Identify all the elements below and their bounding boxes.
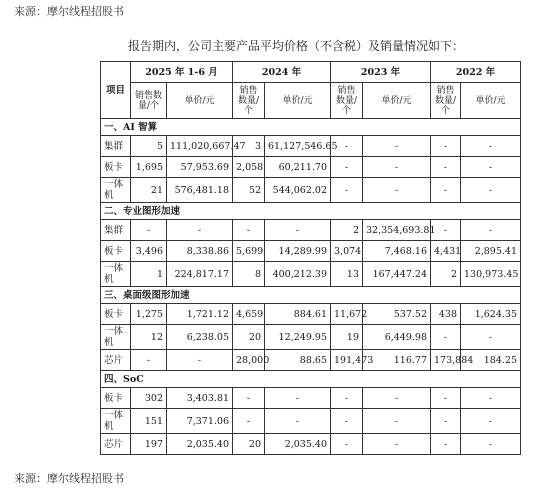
source-caption-top: 来源：摩尔线程招股书 (14, 5, 124, 18)
section-title: 二、专业图形加速 (101, 203, 521, 220)
section-row (101, 371, 521, 388)
qty-cell: 173,884 (431, 350, 461, 371)
price-cell: - (461, 178, 521, 203)
row-label: 集群 (101, 136, 131, 157)
qty-cell: 2 (431, 262, 461, 287)
qty-cell: - (331, 434, 363, 455)
qty-cell: 8 (233, 262, 265, 287)
row-label: 板卡 (101, 388, 131, 409)
price-cell: 537.52 (363, 304, 431, 325)
table-row (101, 262, 521, 287)
qty-cell: 5 (131, 136, 167, 157)
table-row (101, 409, 521, 434)
table-row (101, 304, 521, 325)
qty-cell: 11,672 (331, 304, 363, 325)
table-row (101, 325, 521, 350)
qty-cell: 52 (233, 178, 265, 203)
qty-cell: - (131, 350, 167, 371)
qty-cell: 302 (131, 388, 167, 409)
row-label: 芯片 (101, 434, 131, 455)
qty-cell: 19 (331, 325, 363, 350)
price-cell: - (461, 136, 521, 157)
section-row (101, 119, 521, 136)
row-label: 一体机 (101, 325, 131, 350)
table-row (101, 388, 521, 409)
table-row (101, 434, 521, 455)
table-row (101, 220, 521, 241)
qty-cell: - (431, 325, 461, 350)
row-label: 板卡 (101, 157, 131, 178)
section-row (101, 287, 521, 304)
qty-cell: 28,000 (233, 350, 265, 371)
qty-cell: 3,496 (131, 241, 167, 262)
row-label: 一体机 (101, 409, 131, 434)
price-cell: 2,895.41 (461, 241, 521, 262)
table-row (101, 241, 521, 262)
price-cell: 88.65 (265, 350, 331, 371)
price-cell: 57,953.69 (167, 157, 233, 178)
price-cell: 576,481.18 (167, 178, 233, 203)
price-cell: 544,062.02 (265, 178, 331, 203)
price-cell: 184.25 (461, 350, 521, 371)
qty-cell: 13 (331, 262, 363, 287)
price-cell: 2,035.40 (265, 434, 331, 455)
price-header: 单价/元 (167, 83, 233, 119)
qty-cell: 20 (233, 325, 265, 350)
qty-cell: 12 (131, 325, 167, 350)
price-cell: 12,249.95 (265, 325, 331, 350)
qty-cell: - (431, 388, 461, 409)
price-cell: 7,371.06 (167, 409, 233, 434)
price-cell: - (167, 350, 233, 371)
price-cell: - (461, 157, 521, 178)
row-label: 板卡 (101, 241, 131, 262)
qty-cell: - (431, 178, 461, 203)
qty-cell: 3 (233, 136, 265, 157)
price-header: 单价/元 (363, 83, 431, 119)
price-cell: 6,238.05 (167, 325, 233, 350)
price-cell: - (363, 157, 431, 178)
qty-cell: 191,473 (331, 350, 363, 371)
price-cell: 1,721.12 (167, 304, 233, 325)
qty-cell: 1,275 (131, 304, 167, 325)
price-cell: - (265, 409, 331, 434)
qty-cell: 197 (131, 434, 167, 455)
period-header: 2024 年 (233, 62, 331, 83)
price-cell: 32,354,693.81 (363, 220, 431, 241)
price-cell: - (363, 136, 431, 157)
row-label: 一体机 (101, 178, 131, 203)
item-header: 项目 (101, 62, 131, 119)
header-row-periods (101, 62, 521, 83)
qty-cell: - (331, 178, 363, 203)
price-cell: 1,624.35 (461, 304, 521, 325)
price-cell: - (461, 325, 521, 350)
qty-cell: - (331, 136, 363, 157)
price-cell: 167,447.24 (363, 262, 431, 287)
price-cell: 8,338.86 (167, 241, 233, 262)
period-header: 2023 年 (331, 62, 431, 83)
row-label: 板卡 (101, 304, 131, 325)
qty-cell: 4,659 (233, 304, 265, 325)
price-cell: 14,289.99 (265, 241, 331, 262)
price-cell: - (167, 220, 233, 241)
qty-header: 销售数量/个 (233, 83, 265, 119)
table-row (101, 350, 521, 371)
price-cell: - (363, 409, 431, 434)
row-label: 集群 (101, 220, 131, 241)
section-row (101, 203, 521, 220)
section-title: 一、AI 智算 (101, 119, 521, 136)
period-header: 2022 年 (431, 62, 521, 83)
price-cell: 884.61 (265, 304, 331, 325)
price-cell: - (461, 409, 521, 434)
qty-cell: - (233, 388, 265, 409)
qty-cell: - (233, 220, 265, 241)
qty-cell: 20 (233, 434, 265, 455)
qty-cell: 1 (131, 262, 167, 287)
price-cell: 224,817.17 (167, 262, 233, 287)
price-cell: - (461, 434, 521, 455)
qty-cell: - (331, 157, 363, 178)
qty-cell: - (431, 434, 461, 455)
qty-cell: 5,699 (233, 241, 265, 262)
price-cell: - (461, 388, 521, 409)
price-cell: 130,973.45 (461, 262, 521, 287)
price-cell: - (265, 388, 331, 409)
price-cell: - (461, 220, 521, 241)
qty-header: 销售数量/个 (331, 83, 363, 119)
row-label: 芯片 (101, 350, 131, 371)
qty-cell: - (331, 388, 363, 409)
price-volume-table (100, 61, 521, 455)
qty-cell: 4,431 (431, 241, 461, 262)
price-cell: - (265, 220, 331, 241)
qty-cell: 151 (131, 409, 167, 434)
qty-cell: - (431, 409, 461, 434)
section-title: 三、桌面级图形加速 (101, 287, 521, 304)
price-header: 单价/元 (265, 83, 331, 119)
price-cell: 6,449.98 (363, 325, 431, 350)
price-cell: 3,403.81 (167, 388, 233, 409)
qty-header: 销售数量/个 (131, 83, 167, 119)
qty-cell: 2 (331, 220, 363, 241)
price-cell: 2,035.40 (167, 434, 233, 455)
price-cell: 116.77 (363, 350, 431, 371)
qty-cell: 21 (131, 178, 167, 203)
period-header: 2025 年 1-6 月 (131, 62, 233, 83)
qty-cell: 3,074 (331, 241, 363, 262)
price-cell: - (363, 388, 431, 409)
header-row-metrics (101, 83, 521, 119)
price-header: 单价/元 (461, 83, 521, 119)
qty-cell: - (233, 409, 265, 434)
table-row (101, 157, 521, 178)
qty-cell: 2,058 (233, 157, 265, 178)
qty-cell: - (331, 409, 363, 434)
source-caption-bottom: 来源：摩尔线程招股书 (14, 472, 124, 485)
qty-cell: - (431, 136, 461, 157)
qty-header: 销售数量/个 (431, 83, 461, 119)
price-cell: - (363, 434, 431, 455)
qty-cell: - (131, 220, 167, 241)
table-row (101, 136, 521, 157)
price-cell: 400,212.39 (265, 262, 331, 287)
qty-cell: 1,695 (131, 157, 167, 178)
qty-cell: 438 (431, 304, 461, 325)
row-label: 一体机 (101, 262, 131, 287)
price-cell: 7,468.16 (363, 241, 431, 262)
price-cell: 60,211.70 (265, 157, 331, 178)
qty-cell: - (431, 157, 461, 178)
price-cell: 61,127,546.65 (265, 136, 331, 157)
intro-text: 报告期内，公司主要产品平均价格（不含税）及销量情况如下： (128, 39, 465, 53)
section-title: 四、SoC (101, 371, 521, 388)
table-row (101, 178, 521, 203)
qty-cell: - (431, 220, 461, 241)
price-cell: - (363, 178, 431, 203)
price-cell: 111,020,667.47 (167, 136, 233, 157)
